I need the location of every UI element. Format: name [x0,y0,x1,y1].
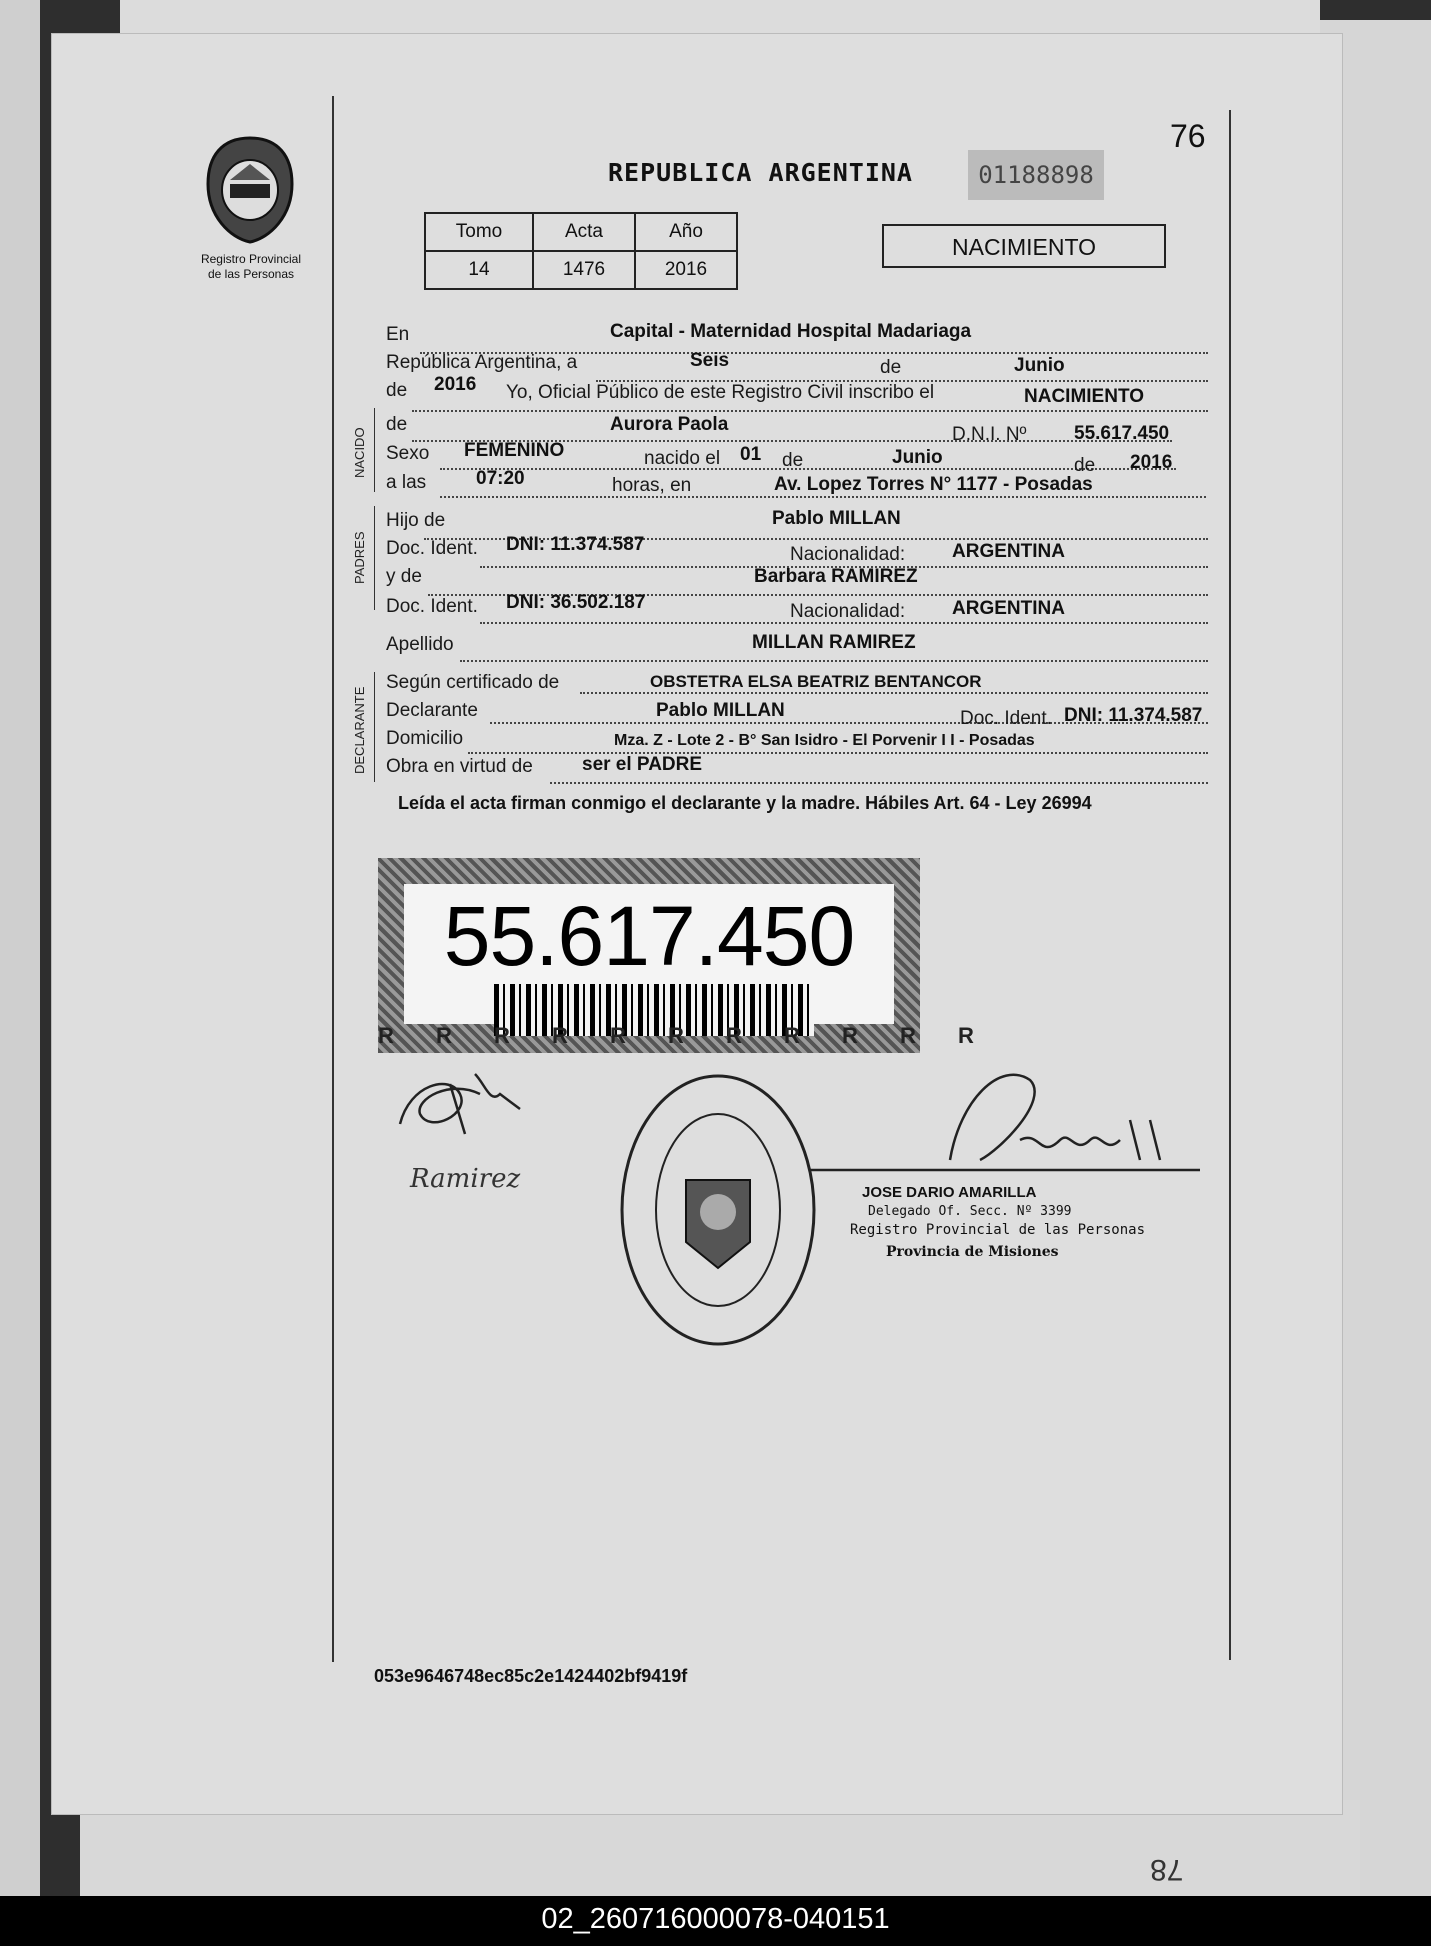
right-frame-line [1229,110,1231,1660]
dni-value: 55.617.450 [1074,423,1170,444]
row-line [440,496,1206,498]
barcode-number: 55.617.450 [443,889,855,983]
row-line [550,782,1208,784]
declarante-bracket [374,672,375,782]
segun-label: Según certificado de [386,672,560,693]
logo-caption-1: Registro Provincial [200,252,302,266]
nac1-value: ARGENTINA [952,541,1065,562]
padres-bracket [374,506,375,610]
side-label-declarante: DECLARANTE [352,686,367,774]
hora-value: 07:20 [476,468,525,489]
nac1-label: Nacionalidad: [790,544,906,565]
nac-mes-value: Junio [892,447,943,468]
province-crest [200,134,300,246]
inscribo-value: NACIMIENTO [1024,386,1144,407]
dni-label: D.N.I. Nº [952,424,1027,445]
nacido-bracket [374,408,375,492]
doc3-label: Doc. Ident. [960,708,1052,729]
logo-caption-2: de las Personas [207,267,295,281]
republica-label: República Argentina, a [386,352,578,373]
doc1-label: Doc. Ident. [386,538,478,559]
dia-value: Seis [690,350,730,371]
declarante-value: Pablo MILLAN [656,700,785,721]
certificado-value: OBSTETRA ELSA BEATRIZ BENTANCOR [650,672,982,691]
signature-ramirez: Ramirez [410,1164,521,1194]
de3-label: de [386,414,408,435]
nac-dia-value: 01 [740,444,762,465]
crest-emblem-icon [200,134,300,246]
apellido-value: MILLAN RAMIREZ [752,632,916,653]
sexo-value: FEMENINO [464,440,565,461]
apellido-label: Apellido [386,634,454,655]
doc1-value: DNI: 11.374.587 [506,534,645,555]
barcode-panel [404,884,894,1024]
sexo-label: Sexo [386,443,430,464]
obra-value: ser el PADRE [582,754,703,775]
official-role: Delegado Of. Secc. Nº 3399 [868,1204,1072,1219]
yde-label: y de [386,566,422,587]
closing-text: Leída el acta firman conmigo el declarante y la madre. Hábiles Art. 64 - Ley 26994 [398,793,1092,813]
domicilio-label: Domicilio [386,728,464,749]
row-line [460,660,1208,662]
madre-value: Barbara RAMIREZ [754,566,918,587]
row-line [468,752,1208,754]
nac2-value: ARGENTINA [952,598,1065,619]
footer-id: 02_260716000078-040151 [541,1903,890,1935]
de5-label: de [1074,455,1096,476]
en-value: Capital - Maternidad Hospital Madariaga [610,321,972,342]
nac2-label: Nacionalidad: [790,601,906,622]
row-line [580,692,1208,694]
de2-label: de [386,380,408,401]
doc2-value: DNI: 36.502.187 [506,592,646,613]
document-hash: 053e9646748ec85c2e1424402bf9419f [374,1666,688,1686]
anio-inscripcion: 2016 [434,374,477,395]
tomo-value: 14 [425,251,533,289]
barcode-pattern-row: R R R R R R R R R R R [378,1023,992,1048]
doc2-label: Doc. Ident. [386,596,478,617]
back-sheet-left [0,0,40,1900]
left-signature [390,1064,550,1144]
nombre-value: Aurora Paola [610,414,729,435]
side-label-nacido: NACIDO [352,427,367,478]
row-line [412,410,1208,412]
official-seal [618,1072,818,1348]
acta-value: 1476 [533,251,635,289]
row-line [440,468,1176,470]
en-label: En [386,324,410,345]
document-title: REPUBLICA ARGENTINA [608,158,913,187]
hijo-label: Hijo de [386,510,446,531]
de-label: de [880,357,902,378]
acta-header: Acta [533,213,635,251]
bottom-handwritten: 78 [1150,1853,1184,1886]
oficial-text: Yo, Oficial Público de este Registro Civil inscribo el [506,382,935,403]
page-number: 76 [1170,118,1206,154]
official-prov: Provincia de Misiones [886,1244,1059,1260]
domicilio-value: Mza. Z - Lote 2 - B° San Isidro - El Porvenir I I - Posadas [614,732,1035,749]
doc-type-box: NACIMIENTO [882,224,1166,268]
alas-label: a las [386,472,427,493]
padre-value: Pablo MILLAN [772,508,901,529]
nac-anio-value: 2016 [1130,452,1173,473]
nacido-label: nacido el [644,448,721,469]
declarante-label: Declarante [386,700,478,721]
official-name: JOSE DARIO AMARILLA [862,1184,1037,1201]
serial-number: 01188898 [968,150,1104,200]
doc3-value: DNI: 11.374.587 [1064,705,1203,726]
tomo-header: Tomo [425,213,533,251]
anio-header: Año [635,213,737,251]
horas-label: horas, en [612,475,692,496]
lugar-value: Av. Lopez Torres N° 1177 - Posadas [774,474,1093,495]
barcode-block [378,858,992,1053]
anio-value: 2016 [635,251,737,289]
mes-value: Junio [1014,355,1065,376]
de4-label: de [782,450,804,471]
tomo-acta-anio-table [424,212,738,290]
official-org: Registro Provincial de las Personas [850,1222,1146,1238]
obra-label: Obra en virtud de [386,756,533,777]
left-frame-line [332,96,334,1662]
side-label-padres: PADRES [352,531,367,584]
